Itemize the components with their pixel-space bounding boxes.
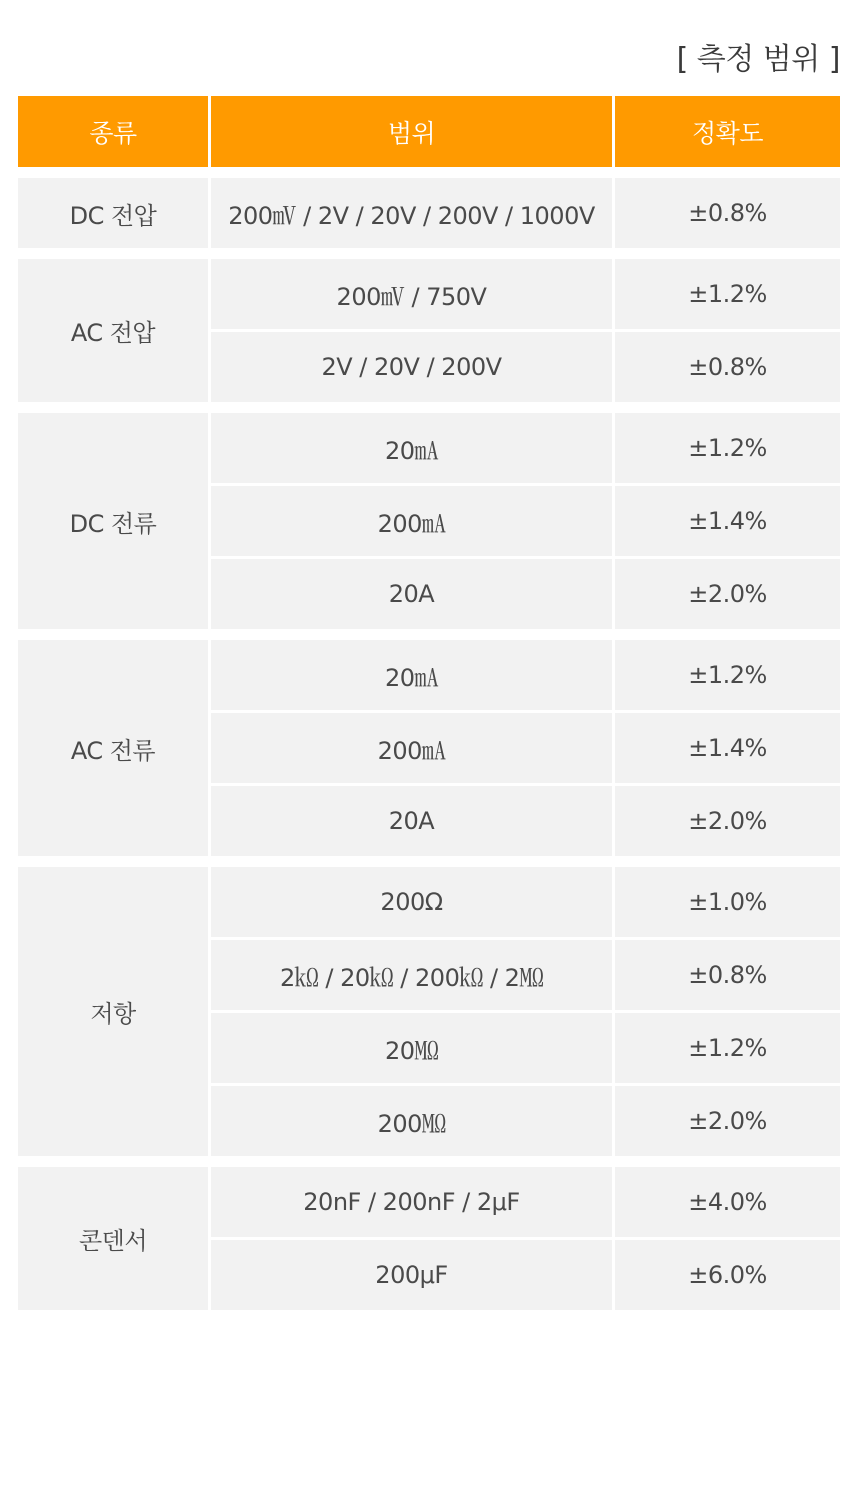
accuracy-cell: ±6.0% — [615, 1240, 840, 1310]
table-row — [211, 1167, 840, 1237]
range-cell: 20A — [211, 559, 612, 629]
table-row — [211, 640, 840, 710]
accuracy-cell: ±1.4% — [615, 486, 840, 556]
table-group-capacitor — [18, 1167, 840, 1310]
group-type-label: AC 전류 — [18, 640, 208, 856]
table-row — [211, 940, 840, 1010]
table-row — [211, 1086, 840, 1156]
table-group-resistance — [18, 867, 840, 1156]
accuracy-cell: ±2.0% — [615, 559, 840, 629]
accuracy-cell: ±2.0% — [615, 786, 840, 856]
group-type-label: 저항 — [18, 867, 208, 1156]
range-cell: 20㏁ — [211, 1013, 612, 1083]
table-group-ac-current — [18, 640, 840, 856]
accuracy-cell: ±0.8% — [615, 940, 840, 1010]
range-cell: 200㎷ / 750V — [211, 259, 612, 329]
table-header — [18, 96, 840, 167]
range-cell: 200㎷ / 2V / 20V / 200V / 1000V — [211, 178, 612, 248]
accuracy-cell: ±1.4% — [615, 713, 840, 783]
measurement-range-table — [18, 96, 840, 1321]
accuracy-cell: ±1.2% — [615, 413, 840, 483]
table-row — [211, 413, 840, 483]
accuracy-cell: ±2.0% — [615, 1086, 840, 1156]
accuracy-cell: ±0.8% — [615, 178, 840, 248]
range-cell: 200μF — [211, 1240, 612, 1310]
header-accuracy: 정확도 — [615, 96, 840, 167]
range-cell: 20㎃ — [211, 640, 612, 710]
header-range: 범위 — [211, 96, 612, 167]
accuracy-cell: ±4.0% — [615, 1167, 840, 1237]
range-cell: 200㎃ — [211, 713, 612, 783]
accuracy-cell: ±1.2% — [615, 1013, 840, 1083]
group-type-label: DC 전류 — [18, 413, 208, 629]
table-caption: [ 측정 범위 ] — [676, 42, 840, 77]
table-row — [211, 786, 840, 856]
table-group-dc-current — [18, 413, 840, 629]
table-row — [211, 713, 840, 783]
accuracy-cell: ±0.8% — [615, 332, 840, 402]
table-row — [211, 867, 840, 937]
table-row — [211, 332, 840, 402]
accuracy-cell: ±1.2% — [615, 259, 840, 329]
table-row — [211, 178, 840, 248]
group-type-label: 콘덴서 — [18, 1167, 208, 1310]
table-row — [211, 1013, 840, 1083]
accuracy-cell: ±1.2% — [615, 640, 840, 710]
range-cell: 2V / 20V / 200V — [211, 332, 612, 402]
range-cell: 20㎃ — [211, 413, 612, 483]
range-cell: 200㎃ — [211, 486, 612, 556]
table-group-dc-voltage — [18, 178, 840, 248]
table-row — [211, 559, 840, 629]
table-group-ac-voltage — [18, 259, 840, 402]
header-type: 종류 — [18, 96, 208, 167]
group-type-label: DC 전압 — [18, 178, 208, 248]
group-type-label: AC 전압 — [18, 259, 208, 402]
table-row — [211, 259, 840, 329]
range-cell: 200Ω — [211, 867, 612, 937]
table-row — [211, 486, 840, 556]
accuracy-cell: ±1.0% — [615, 867, 840, 937]
range-cell: 2㏀ / 20㏀ / 200㏀ / 2㏁ — [211, 940, 612, 1010]
range-cell: 20A — [211, 786, 612, 856]
range-cell: 200㏁ — [211, 1086, 612, 1156]
range-cell: 20nF / 200nF / 2μF — [211, 1167, 612, 1237]
table-row — [211, 1240, 840, 1310]
